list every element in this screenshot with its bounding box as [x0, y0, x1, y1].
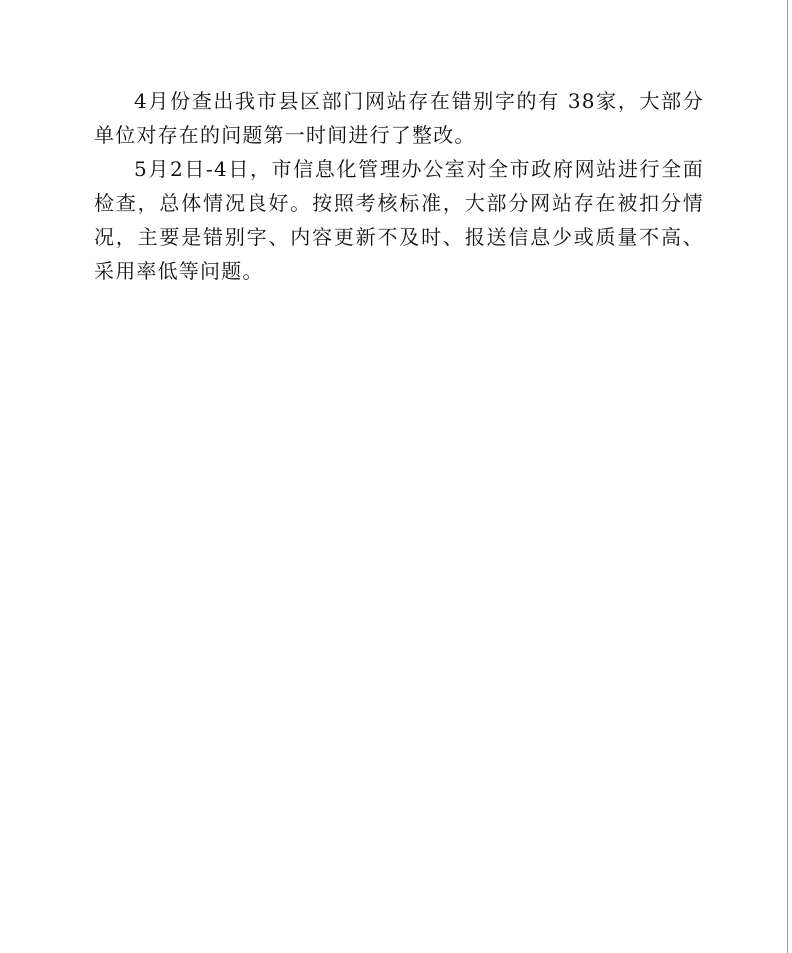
paragraph-may-inspection: 5月2日-4日，市信息化管理办公室对全市政府网站进行全面检查，总体情况良好。按照考核标准，大部分网站存在被扣分情况，主要是错别字、内容更新不及时、报送信息少或质量不高、采用率低等问题。 [94, 157, 704, 283]
document-body [94, 84, 704, 288]
page-edge-divider [787, 0, 788, 953]
paragraph-april-typos: 4月份查出我市县区部门网站存在错别字的有 38家，大部分单位对存在的问题第一时间进行了整改。 [94, 89, 704, 147]
